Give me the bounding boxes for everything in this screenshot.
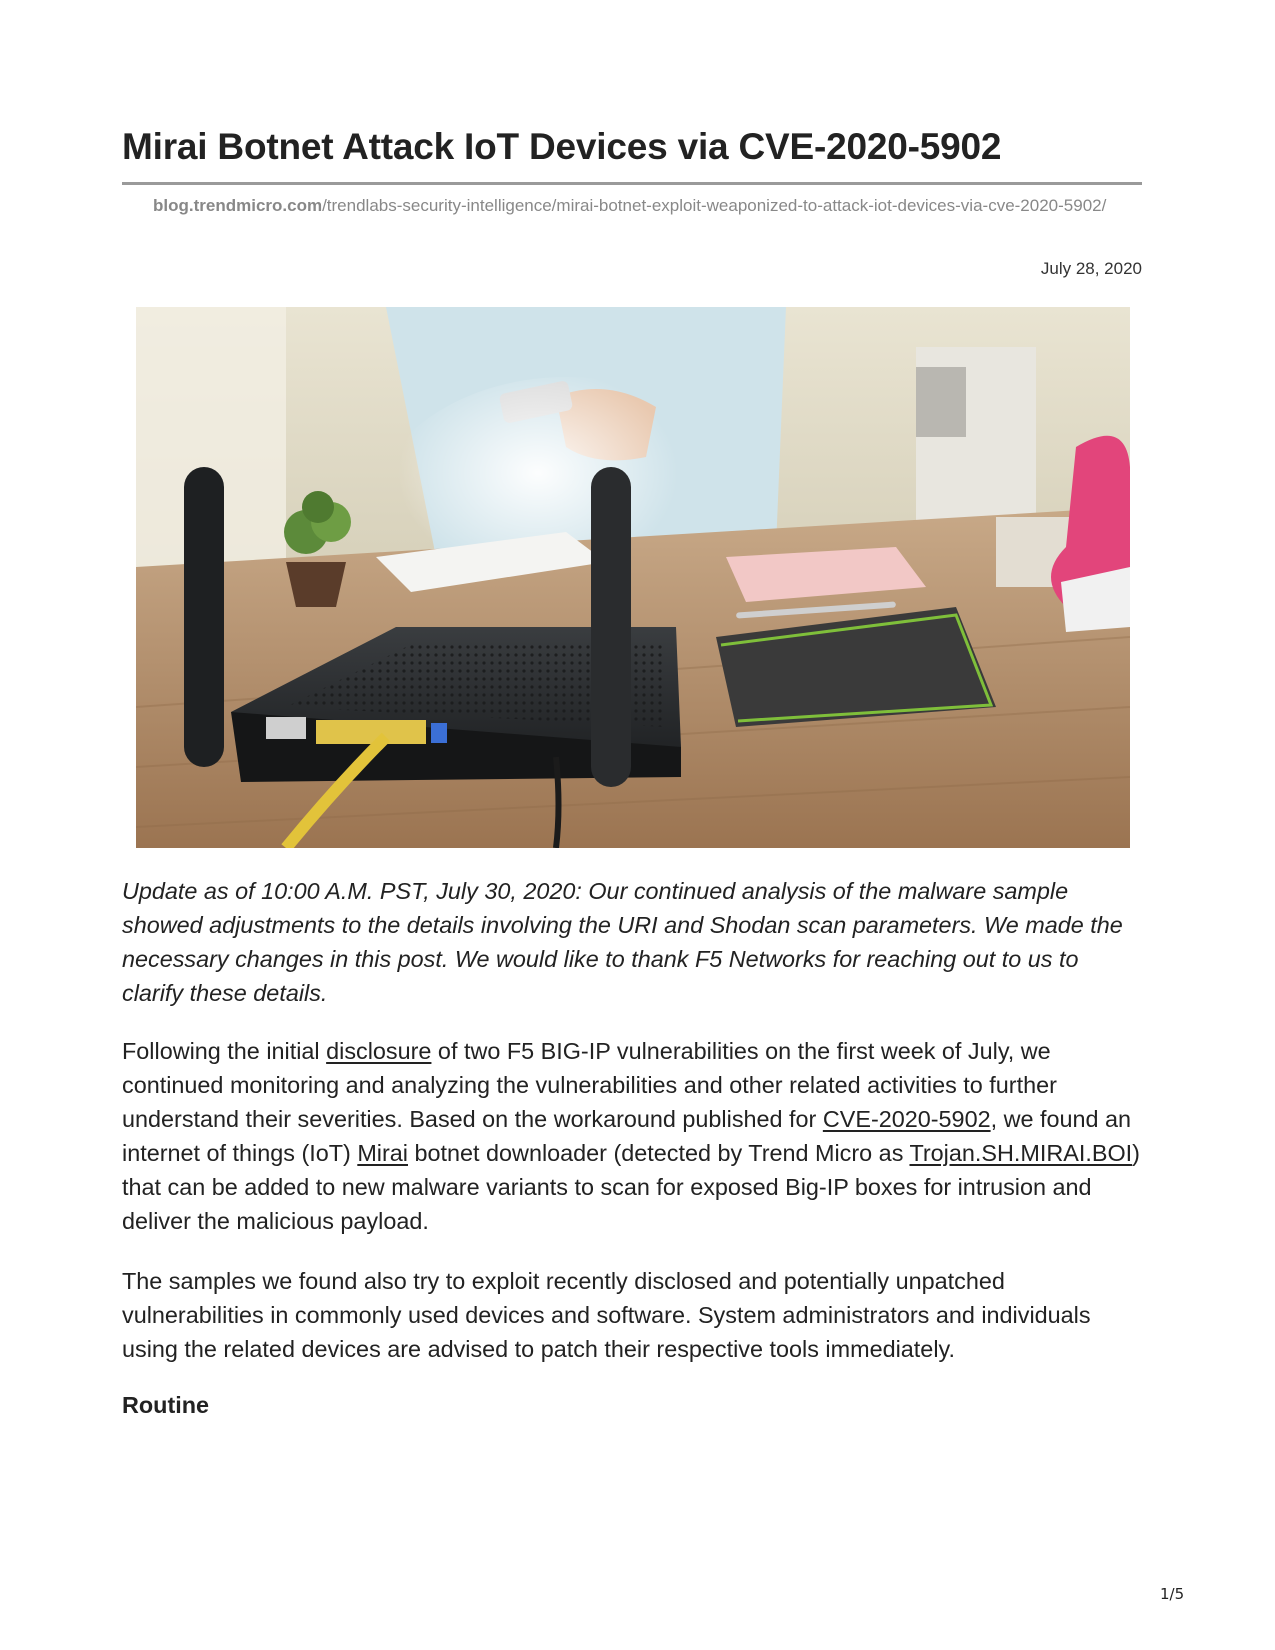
text-run: , we found an internet of things (IoT) xyxy=(122,1106,1132,1166)
mirai-link[interactable]: Mirai xyxy=(357,1140,408,1166)
text-run: ) that can be added to new malware variants to scan for exposed Big-IP boxes for intrusion and deliver the malicious payload. xyxy=(122,1140,1140,1234)
trojan-sh-mirai-boi-link[interactable]: Trojan.SH.MIRAI.BOI xyxy=(909,1140,1133,1166)
hero-image-router xyxy=(136,307,1130,848)
text-run: Following the initial xyxy=(122,1038,327,1064)
update-note-text: Update as of 10:00 A.M. PST, July 30, 2020: Our continued analysis of the malware sample showed adjustments to the details involving the URI and Shodan scan parameters. We made the necessary changes in this post. We would like to thank F5 Networks for reaching out to us to clarify these details. xyxy=(122,878,1123,1006)
paragraph-advisory xyxy=(122,1264,1142,1366)
paragraph-advisory-text: The samples we found also try to exploit recently disclosed and potentially unpatched vulnerabilities in commonly used devices and software. System administrators and individuals using the related devices are advised to patch their respective tools immediately. xyxy=(122,1268,1091,1362)
source-url xyxy=(122,194,1122,218)
title-divider xyxy=(122,182,1142,185)
source-domain: blog.trendmicro.com xyxy=(153,196,323,215)
update-note xyxy=(122,874,1142,1010)
paragraph-intro xyxy=(122,1034,1142,1238)
article-title: Mirai Botnet Attack IoT Devices via CVE-2020-5902 xyxy=(122,126,1002,167)
text-run: of two F5 BIG-IP vulnerabilities on the first week of July, we continued monitoring and analyzing the vulnerabilities and other related activities to further understand their severities. Based on the workaround published for xyxy=(122,1038,1057,1132)
source-path: /trendlabs-security-intelligence/mirai-botnet-exploit-weaponized-to-attack-iot-devices-via-cve-2020-5902/ xyxy=(322,196,1107,215)
publish-date: July 28, 2020 xyxy=(1040,259,1142,278)
section-heading-routine: Routine xyxy=(122,1392,210,1418)
cve-2020-5902-link[interactable]: CVE-2020-5902 xyxy=(822,1106,991,1132)
text-run: botnet downloader (detected by Trend Micro as xyxy=(408,1140,910,1166)
disclosure-link[interactable]: disclosure xyxy=(326,1038,432,1064)
paragraph-intro-text xyxy=(122,1034,1142,1238)
page-number: 1/5 xyxy=(1160,1585,1185,1603)
